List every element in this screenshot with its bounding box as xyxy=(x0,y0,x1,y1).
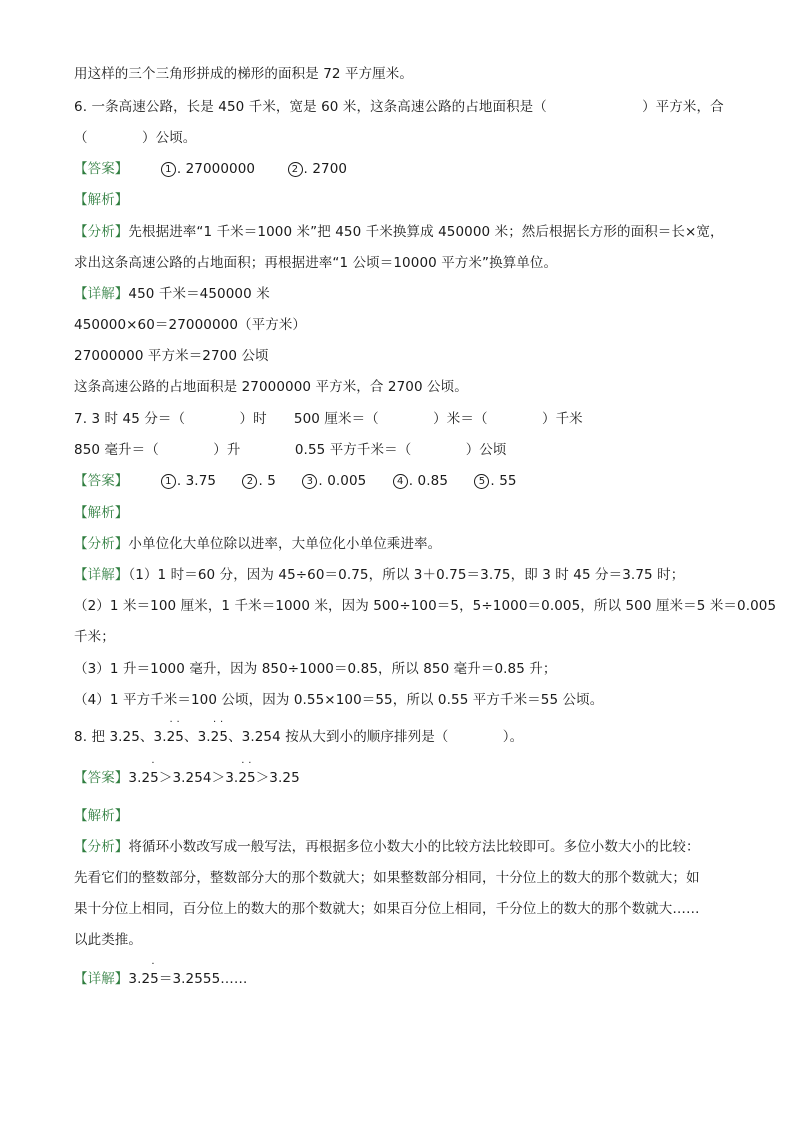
circled-number-1: 1 xyxy=(161,474,176,489)
repeat-dot: · xyxy=(220,717,224,728)
detail-7-line-1 xyxy=(74,565,684,585)
repeating-decimal-5 xyxy=(128,959,159,989)
analysis-8-line-3: 果十分位上相同，百分位上的数大的那个数就大；如果百分位上相同，千分位上的数大的那个数就大…… xyxy=(74,901,700,917)
answer-tag: 【答案】 xyxy=(74,473,129,489)
detail-8-line xyxy=(74,959,248,989)
repeating-decimal-4 xyxy=(225,758,256,788)
answer-tag: 【答案】 xyxy=(74,770,129,786)
analysis-6-line-2: 求出这条高速公路的占地面积；再根据进率“1 公顷＝10000 平方米”换算单位。 xyxy=(74,255,558,271)
circled-number-2: 2 xyxy=(242,474,257,489)
answer-7-value-3: 0.005 xyxy=(327,473,367,489)
repeat-dot: · xyxy=(151,959,155,970)
answer-6-value-2: 2700 xyxy=(312,161,348,177)
detail-7-line-5: （4）1 平方千米＝100 公顷，因为 0.55×100＝55，所以 0.55 平方千米＝55 公顷。 xyxy=(74,692,604,708)
repeat-dot: · xyxy=(151,758,155,769)
answer-8-part-1: ＞3.254＞ xyxy=(158,770,226,786)
repeating-decimal-3 xyxy=(128,758,159,788)
analysis-8-line-1 xyxy=(74,837,700,857)
repeat-dot: · xyxy=(241,758,245,769)
question-8-line xyxy=(74,717,524,747)
detail-6-line-1 xyxy=(74,284,270,304)
circled-number-4: 4 xyxy=(393,474,408,489)
answer-7-value-5: 55 xyxy=(499,473,517,489)
question-7-line-1: 7. 3 时 45 分＝（ ）时 500 厘米＝（ ）米＝（ ）千米 xyxy=(74,411,583,427)
answer-7: 【答案】 1 . 3.75 2 . 5 3 . 0.005 4 . 0.85 5 . 55 xyxy=(74,473,517,489)
question-8-prefix: 8. 把 3.25、 xyxy=(74,729,154,745)
repeating-decimal-2 xyxy=(184,717,229,747)
repeat-dot: · xyxy=(169,717,173,728)
repeat-dot: · xyxy=(213,717,217,728)
detail-7-line-2: （2）1 米＝100 厘米，1 千米＝1000 米，因为 500÷100＝5，5÷1000＝0.005，所以 500 厘米＝5 米＝0.005 xyxy=(74,598,777,614)
detail-7-line-3: 千米； xyxy=(74,629,115,645)
xiangjie-tag: 【详解】 xyxy=(74,971,129,987)
detail-6-line-2: 450000×60＝27000000（平方米） xyxy=(74,317,307,333)
circled-number-2: 2 xyxy=(288,162,303,177)
analysis-6-heading: 【解析】 xyxy=(74,192,129,208)
analysis-8-heading: 【解析】 xyxy=(74,808,129,824)
detail-6-line-4: 这条高速公路的占地面积是 27000000 平方米，合 2700 公顷。 xyxy=(74,379,468,395)
repeat-dot: · xyxy=(176,717,180,728)
repeating-decimal-4-text: 3.25 xyxy=(225,770,256,786)
xiangjie-tag: 【详解】 xyxy=(74,286,129,302)
analysis-8-text-1: 将循环小数改写成一般写法，再根据多位小数大小的比较方法比较即可。多位小数大小的比较： xyxy=(128,839,700,855)
detail-7-line-4: （3）1 升＝1000 毫升，因为 850÷1000＝0.85，所以 850 毫升＝0.85 升； xyxy=(74,661,557,677)
repeating-decimal-1-text: 3.25 xyxy=(153,729,184,745)
answer-6-value-1: 27000000 xyxy=(185,161,256,177)
analysis-8-line-2: 先看它们的整数部分，整数部分大的那个数就大；如果整数部分相同，十分位上的数大的那个数就大；如 xyxy=(74,870,700,886)
analysis-7-line xyxy=(74,534,441,554)
detail-8-text: ＝3.2555…… xyxy=(158,971,248,987)
circled-number-3: 3 xyxy=(302,474,317,489)
circled-number-5: 5 xyxy=(474,474,489,489)
detail-7-text-1: （1）1 时＝60 分，因为 45÷60＝0.75，所以 3＋0.75＝3.75，即 3 时 45 分＝3.75 时； xyxy=(128,567,685,583)
repeat-dot: · xyxy=(248,758,252,769)
answer-7-value-4: 0.85 xyxy=(417,473,449,489)
answer-8-part-2: ＞3.25 xyxy=(255,770,300,786)
answer-6: 【答案】 1 . 27000000 2 . 2700 xyxy=(74,161,348,177)
analysis-7-text: 小单位化大单位除以进率，大单位化小单位乘进率。 xyxy=(128,536,442,552)
line-trapezoid-area: 用这样的三个三角形拼成的梯形的面积是 72 平方厘米。 xyxy=(74,66,413,82)
answer-tag: 【答案】 xyxy=(74,161,129,177)
repeating-decimal-1 xyxy=(153,717,184,747)
detail-6-line-3: 27000000 平方米＝2700 公顷 xyxy=(74,348,269,364)
answer-7-value-2: 5 xyxy=(267,473,276,489)
repeating-decimal-5-text: 3.25 xyxy=(128,971,159,987)
fenxi-tag: 【分析】 xyxy=(74,536,129,552)
analysis-7-heading: 【解析】 xyxy=(74,505,129,521)
analysis-6-text-1: 先根据进率“1 千米＝1000 米”把 450 千米换算成 450000 米；然后根据长方形的面积＝长×宽， xyxy=(128,224,724,240)
xiangjie-tag: 【详解】 xyxy=(74,567,129,583)
repeating-decimal-3-text: 3.25 xyxy=(128,770,159,786)
question-6-line-2: （ ）公顷。 xyxy=(74,130,197,146)
fenxi-tag: 【分析】 xyxy=(74,839,129,855)
question-7-line-2: 850 毫升＝（ ）升 0.55 平方千米＝（ ）公顷 xyxy=(74,442,507,458)
repeating-decimal-2-text: 、3.25 xyxy=(184,729,229,745)
answer-8 xyxy=(74,758,300,788)
analysis-8-line-4: 以此类推。 xyxy=(74,932,142,948)
circled-number-1: 1 xyxy=(161,162,176,177)
fenxi-tag: 【分析】 xyxy=(74,224,129,240)
analysis-6-line-1 xyxy=(74,222,724,242)
answer-7-value-1: 3.75 xyxy=(185,473,217,489)
question-8-suffix: 、3.254 按从大到小的顺序排列是（ ）。 xyxy=(228,729,524,745)
question-6-line-1: 6. 一条高速公路，长是 450 千米，宽是 60 米，这条高速公路的占地面积是（ ）平方米，合 xyxy=(74,99,724,115)
detail-6-text-1: 450 千米＝450000 米 xyxy=(128,286,270,302)
